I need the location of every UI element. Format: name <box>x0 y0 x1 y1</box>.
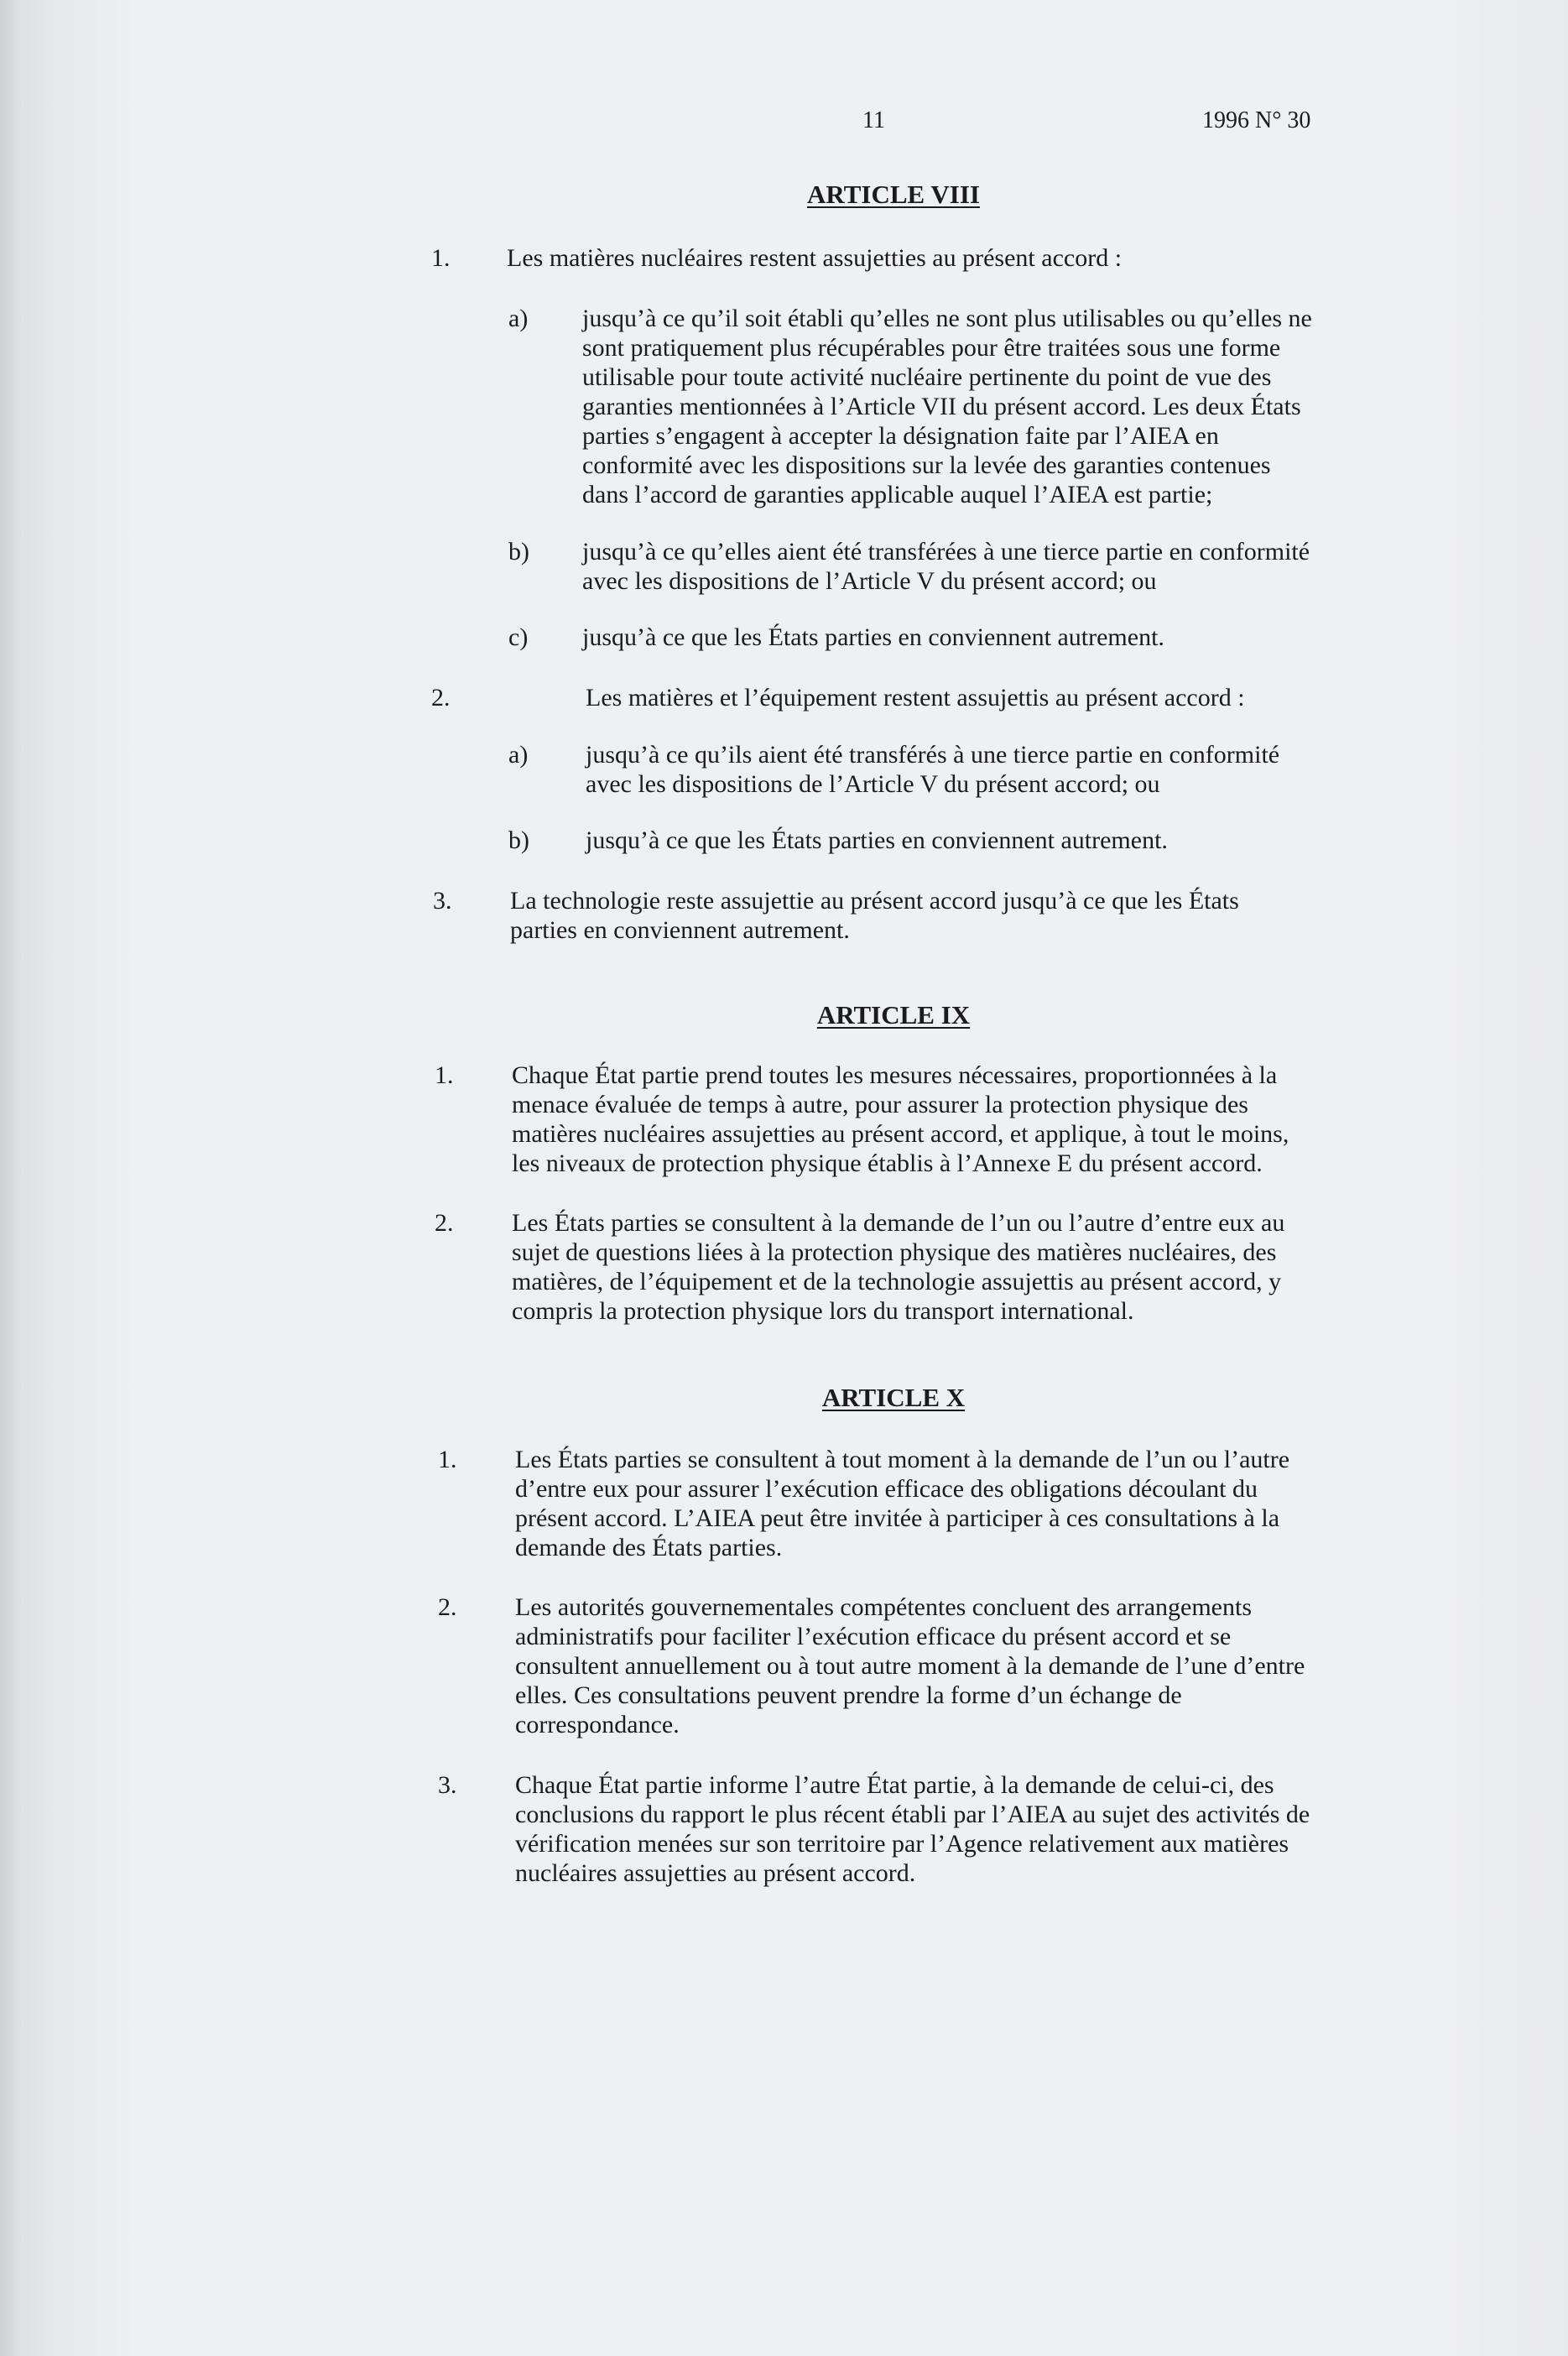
document-reference: 1996 N° 30 <box>1202 107 1311 133</box>
paragraph-text: Les matières et l’équipement restent assujettis au présent accord : <box>586 684 1245 711</box>
paragraph-number: 2. <box>431 684 451 711</box>
paragraph-number: 1. <box>431 244 451 272</box>
item-text: jusqu’à ce qu’elles aient été transférées à une tierce partie en conformité avec les dispositions de l’Article V du présent accord; ou <box>582 538 1310 595</box>
paragraph-number: 1. <box>435 1061 454 1089</box>
item-letter: c) <box>508 623 529 651</box>
paragraph-text: Chaque État partie prend toutes les mesures nécessaires, proportionnées à la menace évaluée de temps à autre, pour assurer la protection physique des matières nucléaires assujetties au présent accord, et applique, à tout le moins, les niveaux de protection physique établis à l’Annexe E du présent accord. <box>512 1061 1289 1177</box>
paragraph-number: 1. <box>438 1446 457 1473</box>
paragraph-number: 3. <box>433 887 452 915</box>
paragraph-text: Les États parties se consultent à la demande de l’un ou l’autre d’entre eux au sujet de questions liées à la protection physique des matières nucléaires, des matières, de l’équipement et de la technologie assujettis au présent accord, y compris la protection physique lors du transport international. <box>512 1209 1285 1325</box>
item-text: jusqu’à ce qu’il soit établi qu’elles ne sont plus utilisables ou qu’elles ne sont pratiquement plus récupérables pour être traitées sous une forme utilisable pour toute activité nucléaire pertinente du point de vue des garanties mentionnées à l’Article VII du présent accord. Les deux États parties s’engagent à accepter la désignation faite par l’AIEA en conformité avec les dispositions sur la levée des garanties contenues dans l’accord de garanties applicable auquel l’AIEA est partie; <box>582 305 1312 508</box>
item-text: jusqu’à ce que les États parties en conviennent autrement. <box>582 623 1164 651</box>
item-letter: b) <box>508 538 529 566</box>
item-text: jusqu’à ce que les États parties en conviennent autrement. <box>586 826 1168 854</box>
item-letter: a) <box>508 305 529 332</box>
paragraph-text: Les autorités gouvernementales compétentes concluent des arrangements administratifs pour faciliter l’exécution efficace du présent accord et se consultent annuellement ou à tout autre moment à la demande de l’une d’entre elles. Ces consultations peuvent prendre la forme d’un échange de correspondance. <box>515 1593 1305 1738</box>
paragraph-number: 2. <box>435 1209 454 1237</box>
paragraph-text: Chaque État partie informe l’autre État partie, à la demande de celui-ci, des conclusions du rapport le plus récent établi par l’AIEA au sujet des activités de vérification menées sur son territoire par l’Agence relativement aux matières nucléaires assujetties au présent accord. <box>515 1771 1310 1887</box>
paragraph-text: La technologie reste assujettie au présent accord jusqu’à ce que les États parties en conviennent autrement. <box>510 887 1239 944</box>
article-viii-heading: ARTICLE VIII <box>807 180 980 209</box>
item-text: jusqu’à ce qu’ils aient été transférés à une tierce partie en conformité avec les dispositions de l’Article V du présent accord; ou <box>586 741 1280 798</box>
article-x-heading: ARTICLE X <box>821 1383 966 1412</box>
book-spine-shadow <box>0 0 23 2356</box>
paragraph-number: 3. <box>438 1771 457 1799</box>
item-letter: b) <box>508 826 529 854</box>
item-letter: a) <box>508 741 529 769</box>
page-number: 11 <box>862 107 885 133</box>
paragraph-number: 2. <box>438 1593 457 1621</box>
paragraph-text: Les États parties se consultent à tout moment à la demande de l’un ou l’autre d’entre eux pour assurer l’exécution efficace des obligations découlant du présent accord. L’AIEA peut être invitée à participer à ces consultations à la demande des États parties. <box>515 1446 1290 1561</box>
article-ix-heading: ARTICLE IX <box>816 1000 971 1029</box>
paragraph-text: Les matières nucléaires restent assujetties au présent accord : <box>507 244 1123 272</box>
